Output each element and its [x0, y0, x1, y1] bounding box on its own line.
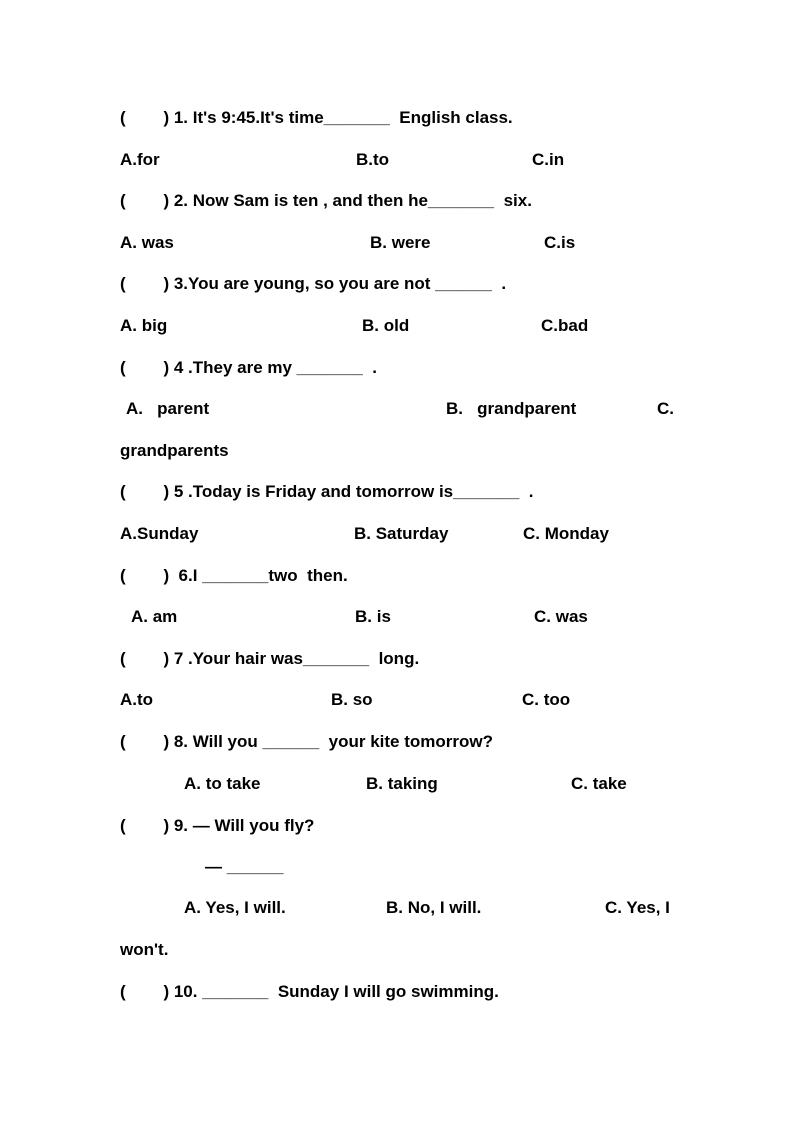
question-3-option-a: A. big: [120, 316, 168, 335]
question-7-option-c: C. too: [522, 690, 571, 709]
question-8-option-a: A. to take: [184, 774, 261, 793]
question-4-option-a: A. parent: [126, 399, 210, 418]
question-4-stem: ( ) 4 .They are my _______ .: [120, 358, 378, 377]
question-7-option-a: A.to: [120, 690, 154, 709]
question-5-stem: ( ) 5 .Today is Friday and tomorrow is_______ .: [120, 482, 534, 501]
question-8-stem: ( ) 8. Will you ______ your kite tomorrow?: [120, 732, 493, 751]
question-6-option-c: C. was: [534, 607, 588, 626]
question-1-option-a: A.for: [120, 150, 160, 169]
question-9-stem: ( ) 9. — Will you fly?: [120, 816, 315, 835]
question-8-option-c: C. take: [571, 774, 627, 793]
question-9-option-a: A. Yes, I will.: [184, 898, 286, 917]
question-3-option-b: B. old: [362, 316, 410, 335]
question-10-stem: ( ) 10. _______ Sunday I will go swimming.: [120, 982, 499, 1001]
question-2-stem: ( ) 2. Now Sam is ten , and then he_______ six.: [120, 191, 532, 210]
question-1-option-c: C.in: [532, 150, 565, 169]
question-8-option-b: B. taking: [366, 774, 438, 793]
question-6-option-a: A. am: [131, 607, 178, 626]
question-5-option-c: C. Monday: [523, 524, 609, 543]
question-4-option-b: B. grandparent: [446, 399, 577, 418]
question-9-option-c-end: won't.: [120, 940, 169, 959]
question-2-option-a: A. was: [120, 233, 174, 252]
question-1-stem: ( ) 1. It's 9:45.It's time_______ English class.: [120, 108, 513, 127]
question-5-option-a: A.Sunday: [120, 524, 199, 543]
question-3-stem: ( ) 3.You are young, so you are not ______ .: [120, 274, 507, 293]
question-9-answer-line: — ______: [205, 857, 284, 876]
question-4-option-c-text: grandparents: [120, 441, 229, 460]
question-3-option-c: C.bad: [541, 316, 589, 335]
question-4-option-c-letter: C.: [657, 399, 674, 418]
question-2-option-c: C.is: [544, 233, 576, 252]
question-7-option-b: B. so: [331, 690, 373, 709]
question-5-option-b: B. Saturday: [354, 524, 449, 543]
question-9-option-b: B. No, I will.: [386, 898, 482, 917]
question-9-option-c-start: C. Yes, I: [605, 898, 670, 917]
question-7-stem: ( ) 7 .Your hair was_______ long.: [120, 649, 420, 668]
question-6-option-b: B. is: [355, 607, 391, 626]
question-1-option-b: B.to: [356, 150, 390, 169]
question-6-stem: ( ) 6.I _______two then.: [120, 566, 348, 585]
question-2-option-b: B. were: [370, 233, 431, 252]
